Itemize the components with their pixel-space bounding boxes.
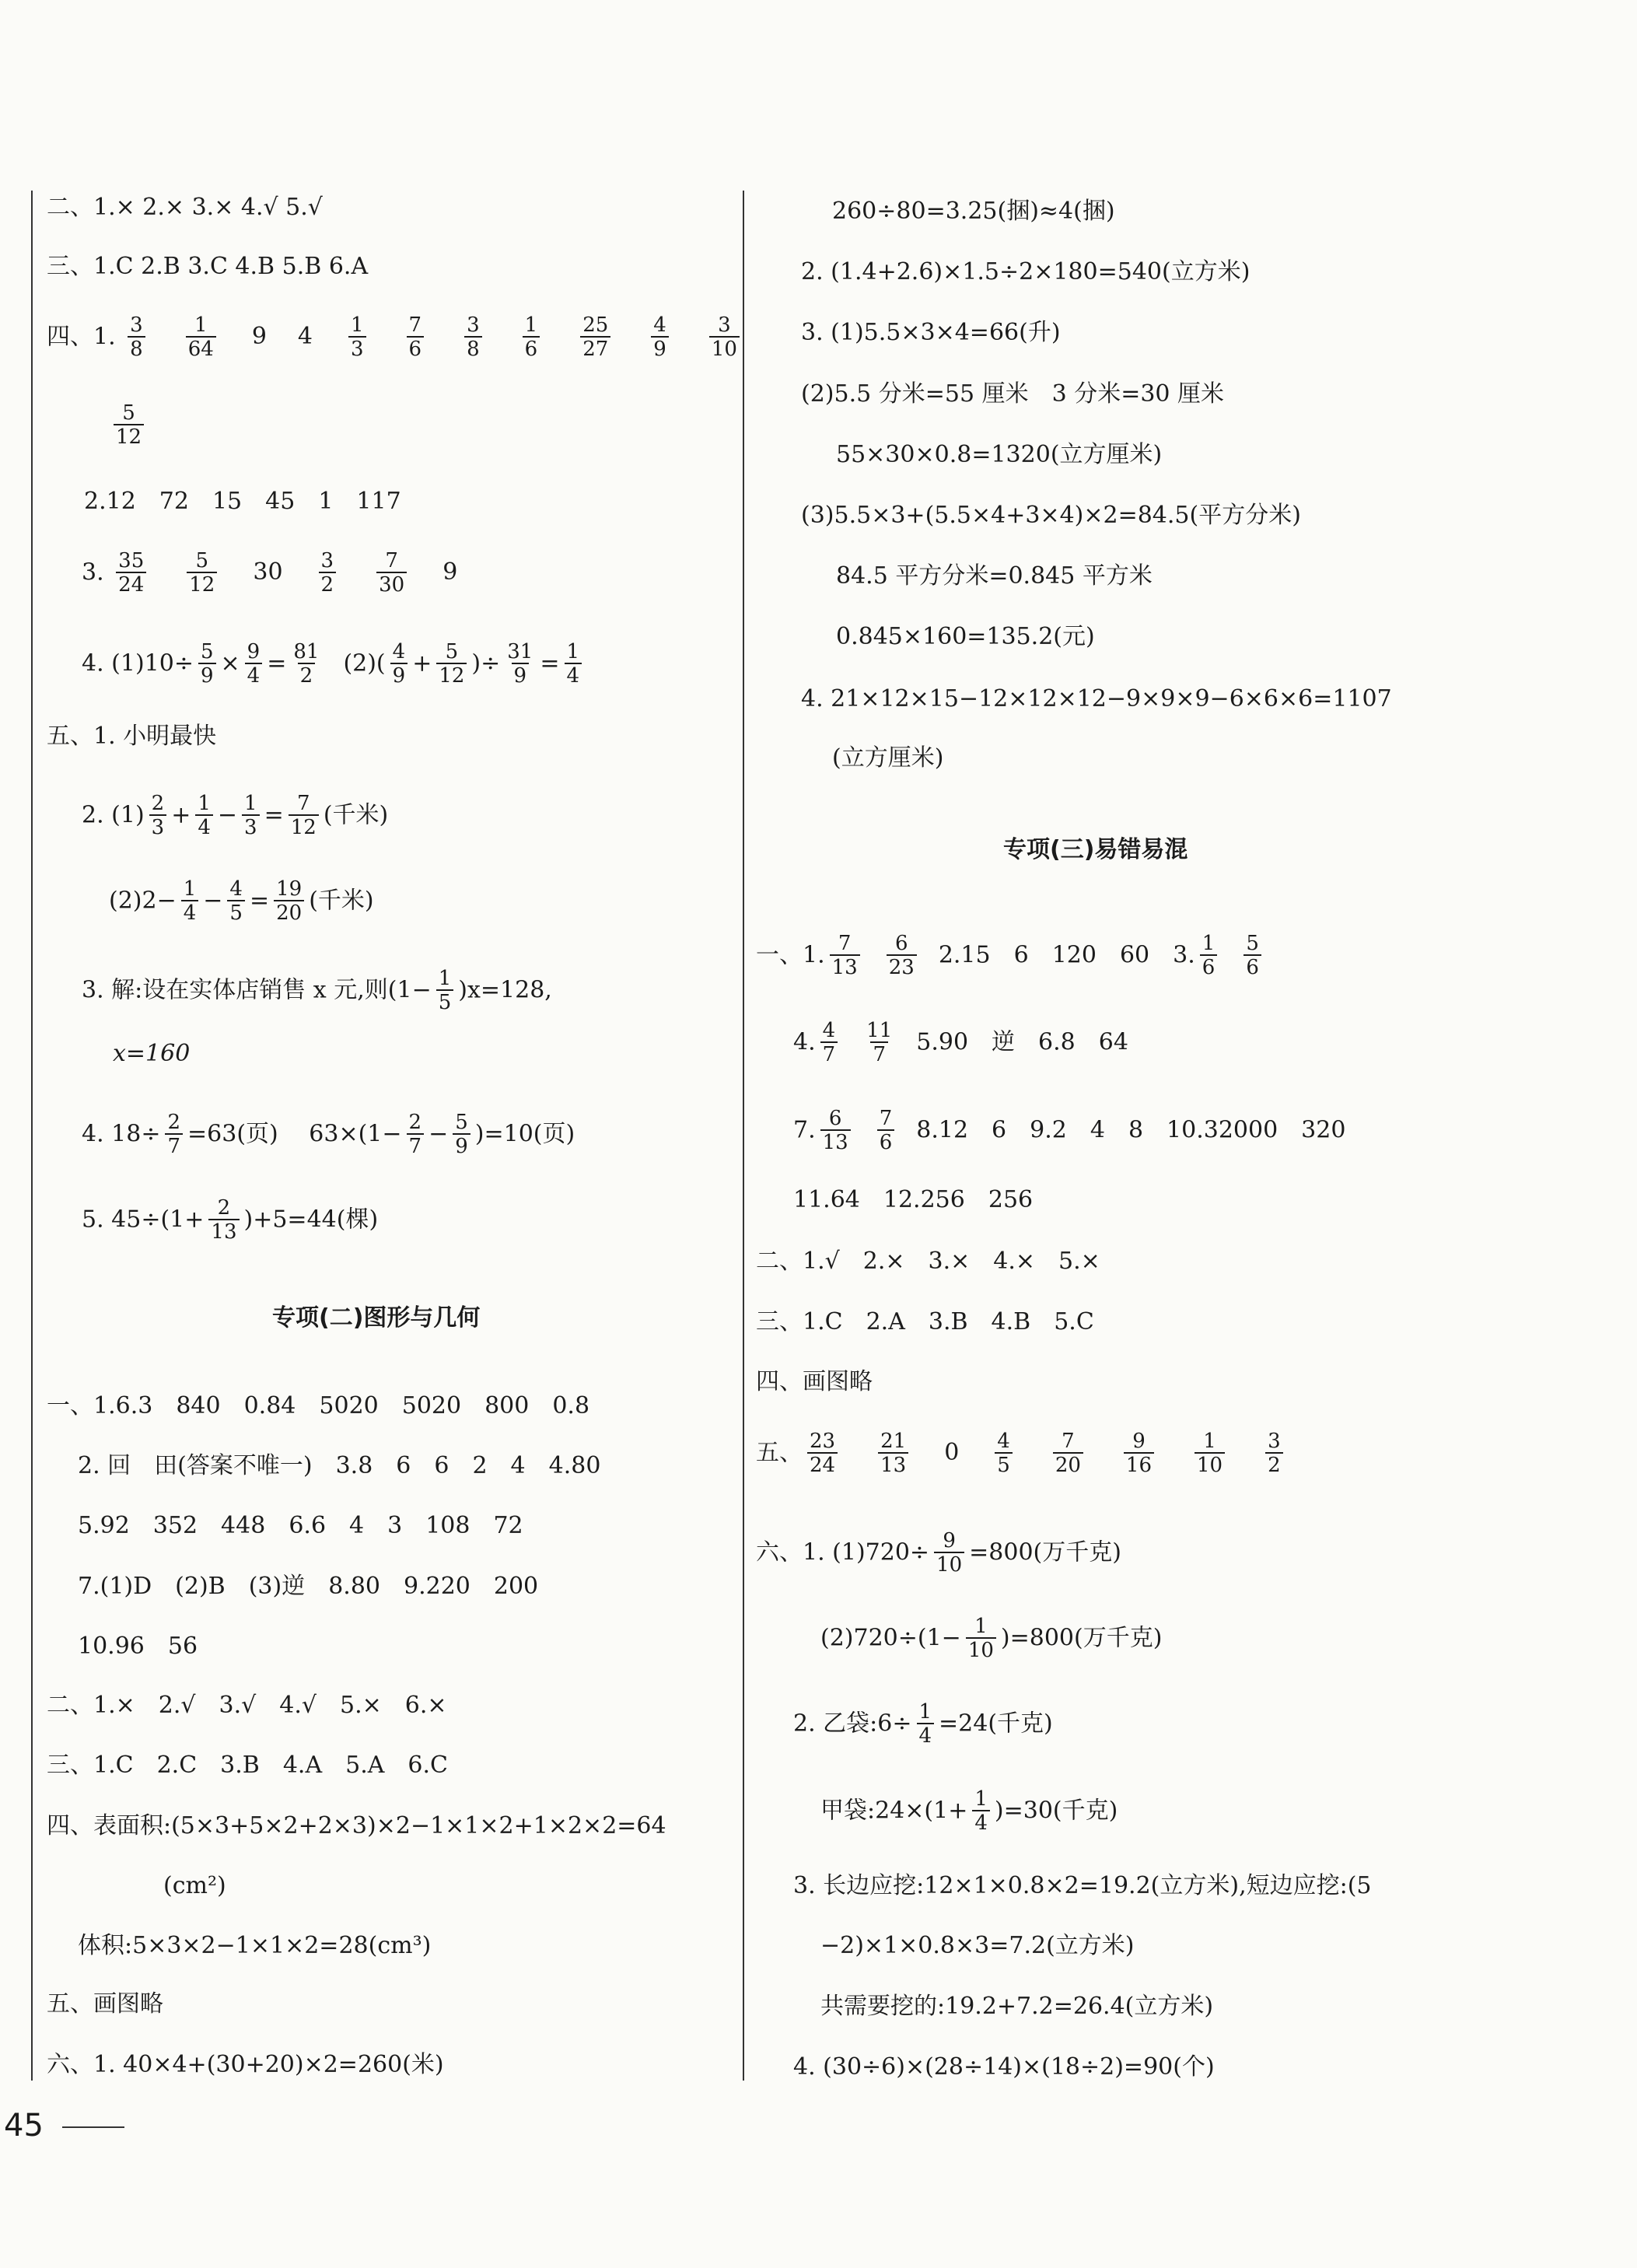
- expr-text: =63(页) 63×(1−: [187, 1120, 402, 1148]
- err-4: 四、画图略: [756, 1368, 873, 1395]
- expr-text: 8.12 6 9.2 4 8 10.32000 320: [916, 1116, 1346, 1144]
- fraction: $\frac{11}{7}$: [866, 1019, 893, 1067]
- expr-text: (2)(: [343, 649, 386, 677]
- fraction: $\frac{7}{12}$: [289, 793, 319, 839]
- value: 30: [253, 558, 283, 586]
- section-4-item3: [82, 551, 457, 597]
- err-1-line4: 11.64 12.256 256: [793, 1186, 1034, 1213]
- err-3: 三、1.C 2.A 3.B 4.B 5.C: [756, 1308, 1094, 1335]
- expr-text: 3. 解:设在实体店销售 x 元,则(1−: [82, 976, 432, 1004]
- section-5-item2a: 2. (1) $\frac{2}{3}$ + $\frac{1}{4}$ − $\frac{1}{3}$ = $\frac{7}{12}$ (千米): [82, 792, 389, 840]
- item-label: 一、1.: [756, 941, 825, 969]
- fraction: $\frac{5}{6}$: [1243, 933, 1261, 979]
- section-5-item3a: [82, 968, 552, 1014]
- err-2: 二、1.√ 2.× 3.× 4.× 5.×: [756, 1248, 1100, 1275]
- fraction: $\frac{7}{6}$: [877, 1108, 895, 1154]
- err-5: [756, 1431, 1288, 1477]
- geo-6: 六、1. 40×4+(30+20)×2=260(米): [47, 2051, 444, 2078]
- geo-2: 二、1.× 2.√ 3.√ 4.√ 5.× 6.×: [47, 1692, 447, 1719]
- fraction: $\frac{31}{9}$: [507, 640, 533, 688]
- fraction: $\frac{1}{64}$: [186, 315, 216, 361]
- section-3-answers: 三、1.C 2.B 3.C 4.B 5.B 6.A: [47, 253, 369, 280]
- err-1-line2: [793, 1020, 1128, 1066]
- err-6-line3: [793, 1702, 1053, 1748]
- expr-text: )=800(万千克): [1000, 1624, 1163, 1652]
- column-divider: [743, 191, 744, 2081]
- right-line-3: 3. (1)5.5×3×4=66(升): [801, 319, 1061, 346]
- fraction: $\frac{9}{4}$: [245, 642, 263, 688]
- fraction: $\frac{1}{4}$: [565, 642, 582, 688]
- err-6-line8: 4. (30÷6)×(28÷14)×(18÷2)=90(个): [793, 2053, 1215, 2081]
- expr-text: )=10(页): [474, 1120, 575, 1148]
- fraction: $\frac{3}{2}$: [319, 551, 337, 597]
- fraction: $\frac{1}{10}$: [966, 1616, 996, 1662]
- fraction: $\frac{5}{12}$: [436, 642, 467, 688]
- section-4-item4: [82, 642, 586, 688]
- fraction: $\frac{1}{4}$: [195, 793, 213, 839]
- expr-text: (2)720÷(1−: [820, 1624, 961, 1652]
- fraction: $\frac{7}{20}$: [1053, 1431, 1083, 1477]
- fraction: $\frac{7}{30}$: [376, 551, 407, 597]
- fraction: $\frac{2}{7}$: [165, 1112, 183, 1158]
- fraction: $\frac{9}{16}$: [1124, 1431, 1154, 1477]
- expr-text: )=30(千克): [994, 1797, 1118, 1825]
- geo-1-line4: 7.(1)D (2)B (3)逆 8.80 9.220 200: [78, 1573, 539, 1600]
- right-line-7: 84.5 平方分米=0.845 平方米: [836, 562, 1153, 590]
- fraction: $\frac{9}{10}$: [934, 1531, 964, 1577]
- fraction: $\frac{3}{2}$: [1265, 1431, 1283, 1477]
- right-line-2: 2. (1.4+2.6)×1.5÷2×180=540(立方米): [801, 258, 1250, 285]
- right-line-1: 260÷80=3.25(捆)≈4(捆): [832, 198, 1115, 225]
- fraction: $\frac{1}{3}$: [348, 315, 366, 361]
- value: 9: [442, 558, 458, 586]
- fraction: $\frac{3}{10}$: [709, 315, 740, 361]
- expr-text: )+5=44(棵): [243, 1206, 379, 1234]
- item-label: 3.: [82, 558, 104, 586]
- fraction: $\frac{1}{6}$: [1200, 933, 1218, 979]
- fraction: $\frac{4}{9}$: [390, 642, 408, 688]
- err-1-line1: [756, 933, 1266, 979]
- fraction: $\frac{3}{8}$: [128, 315, 145, 361]
- geo-1-line3: 5.92 352 448 6.6 4 3 108 72: [78, 1512, 523, 1539]
- expr-text: =: [540, 649, 560, 677]
- unit: (千米): [323, 801, 389, 829]
- section-5-item2b: (2)2− $\frac{1}{4}$ − $\frac{4}{5}$ = $\frac{19}{20}$ (千米): [109, 877, 374, 926]
- expr-text: 六、1. (1)720÷: [756, 1538, 930, 1566]
- fraction: $\frac{5}{12}$: [187, 551, 217, 597]
- left-margin-line: [31, 191, 33, 2081]
- fraction: $\frac{5}{9}$: [198, 642, 216, 688]
- expr-text: (2)2−: [109, 887, 177, 915]
- fraction: $\frac{1}{10}$: [1195, 1431, 1225, 1477]
- expr-text: 4. 18÷: [82, 1120, 161, 1148]
- fraction: $\frac{81}{2}$: [293, 640, 320, 688]
- fraction: $\frac{1}{4}$: [917, 1702, 935, 1748]
- expr-text: 2. 乙袋:6÷: [793, 1710, 912, 1738]
- fraction: $\frac{23}{24}$: [807, 1431, 838, 1477]
- fraction: $\frac{21}{13}$: [878, 1431, 908, 1477]
- right-line-6: (3)5.5×3+(5.5×4+3×4)×2=84.5(平方分米): [801, 502, 1301, 529]
- fraction: $\frac{1}{6}$: [523, 315, 540, 361]
- fraction-list: [123, 313, 744, 362]
- fraction-list: [111, 549, 458, 597]
- item-label: 五、: [756, 1439, 803, 1467]
- expr-text: 甲袋:24×(1+: [820, 1797, 968, 1825]
- geo-3: 三、1.C 2.C 3.B 4.A 5.A 6.C: [47, 1752, 448, 1779]
- fraction: $\frac{6}{13}$: [820, 1108, 851, 1154]
- right-line-5: 55×30×0.8=1320(立方厘米): [836, 441, 1163, 468]
- expr-text: 2. (1): [82, 801, 145, 829]
- err-6-line5: 3. 长边应挖:12×1×0.8×2=19.2(立方米),短边应挖:(5: [793, 1872, 1372, 1899]
- section-4-row1: [47, 315, 744, 361]
- fraction: $\frac{4}{5}$: [995, 1431, 1013, 1477]
- section-title-3: 专项(三)易错易混: [1003, 836, 1188, 863]
- err-6-line6: −2)×1×0.8×3=7.2(立方米): [820, 1932, 1135, 1959]
- fraction: $\frac{2}{13}$: [208, 1198, 239, 1244]
- fraction: $\frac{3}{8}$: [464, 315, 482, 361]
- fraction: $\frac{25}{27}$: [580, 315, 610, 361]
- fraction: $\frac{19}{20}$: [274, 879, 304, 925]
- value: 9: [251, 323, 267, 351]
- err-6-line4: [820, 1789, 1118, 1835]
- fraction: $\frac{5}{9}$: [453, 1112, 470, 1158]
- section-4-item2: 2.12 72 15 45 1 117: [84, 488, 401, 515]
- section-5-item5: [82, 1198, 378, 1244]
- section-5-item3b: x=160: [113, 1040, 191, 1067]
- expr-text: =24(千克): [939, 1710, 1053, 1738]
- fraction: $\frac{5}{12}$: [114, 403, 144, 449]
- page-number: [4, 2108, 124, 2144]
- item-label: 4.: [793, 1028, 816, 1056]
- expr-text: +: [412, 649, 432, 677]
- geo-1-line2: 2. 回 田(答案不唯一) 3.8 6 6 2 4 4.80: [78, 1452, 601, 1479]
- geo-4-line3: 体积:5×3×2−1×1×2=28(cm³): [78, 1932, 432, 1959]
- right-line-10: (立方厘米): [832, 744, 944, 772]
- geo-1-line1: 一、1.6.3 840 0.84 5020 5020 800 0.8: [47, 1392, 590, 1419]
- expr-text: 5.90 逆 6.8 64: [916, 1028, 1128, 1056]
- fraction: $\frac{2}{7}$: [407, 1112, 425, 1158]
- geo-5: 五、画图略: [47, 1990, 163, 2018]
- geo-4-line1: 四、表面积:(5×3+5×2+2×3)×2−1×1×2+1×2×2=64: [47, 1812, 666, 1839]
- section-5-item4: 4. 18÷ $\frac{2}{7}$ =63(页) 63×(1− $\frac{2}{7}$ − $\frac{5}{9}$ )=10(页): [82, 1111, 575, 1159]
- unit: (千米): [309, 887, 374, 915]
- expr-text: =800(万千克): [969, 1538, 1121, 1566]
- fraction: $\frac{1}{4}$: [181, 879, 199, 925]
- err-6-line1: [756, 1531, 1121, 1577]
- section-title-2: 专项(二)图形与几何: [272, 1304, 481, 1332]
- fraction: $\frac{1}{5}$: [436, 968, 454, 1014]
- expr-text: 5. 45÷(1+: [82, 1206, 205, 1234]
- geo-1-line5: 10.96 56: [78, 1633, 198, 1660]
- fraction: $\frac{4}{5}$: [227, 879, 245, 925]
- section-4-label: 四、1.: [47, 323, 116, 351]
- right-line-4: (2)5.5 分米=55 厘米 3 分米=30 厘米: [801, 380, 1225, 408]
- item-label: 7.: [793, 1116, 816, 1144]
- fraction: $\frac{7}{13}$: [830, 933, 860, 979]
- geo-4-line2: (cm²): [163, 1872, 226, 1899]
- expr-text: )÷: [471, 649, 501, 677]
- fraction: $\frac{1}{3}$: [242, 793, 260, 839]
- expr-text: 4. (1)10÷: [82, 649, 194, 677]
- expr-text: )x=128,: [458, 976, 552, 1004]
- value: 0: [944, 1439, 960, 1467]
- right-line-8: 0.845×160=135.2(元): [836, 623, 1095, 650]
- fraction: $\frac{4}{7}$: [820, 1020, 838, 1066]
- err-6-line2: [820, 1616, 1162, 1662]
- fraction: $\frac{35}{24}$: [116, 551, 146, 597]
- fraction: $\frac{6}{23}$: [887, 933, 917, 979]
- fraction: $\frac{1}{4}$: [972, 1789, 990, 1835]
- expr-text: =: [267, 649, 287, 677]
- value: 4: [297, 323, 313, 351]
- err-6-line7: 共需要挖的:19.2+7.2=26.4(立方米): [820, 1993, 1214, 2020]
- fraction: $\frac{4}{9}$: [651, 315, 669, 361]
- fraction: $\frac{2}{3}$: [149, 793, 167, 839]
- section-5-item1: 五、1. 小明最快: [47, 723, 217, 750]
- fraction-list: [803, 1430, 1288, 1478]
- section-4-row2: [109, 403, 149, 449]
- page-number-text: 45: [4, 2108, 44, 2144]
- section-2-answers: 二、1.× 2.× 3.× 4.√ 5.√: [47, 194, 323, 221]
- expr-text: ×: [220, 649, 240, 677]
- right-line-9: 4. 21×12×15−12×12×12−9×9×9−6×6×6=1107: [801, 685, 1392, 712]
- expr-text: 2.15 6 120 60 3.: [938, 941, 1195, 969]
- err-1-line3: [793, 1108, 1345, 1154]
- fraction: $\frac{7}{6}$: [407, 315, 425, 361]
